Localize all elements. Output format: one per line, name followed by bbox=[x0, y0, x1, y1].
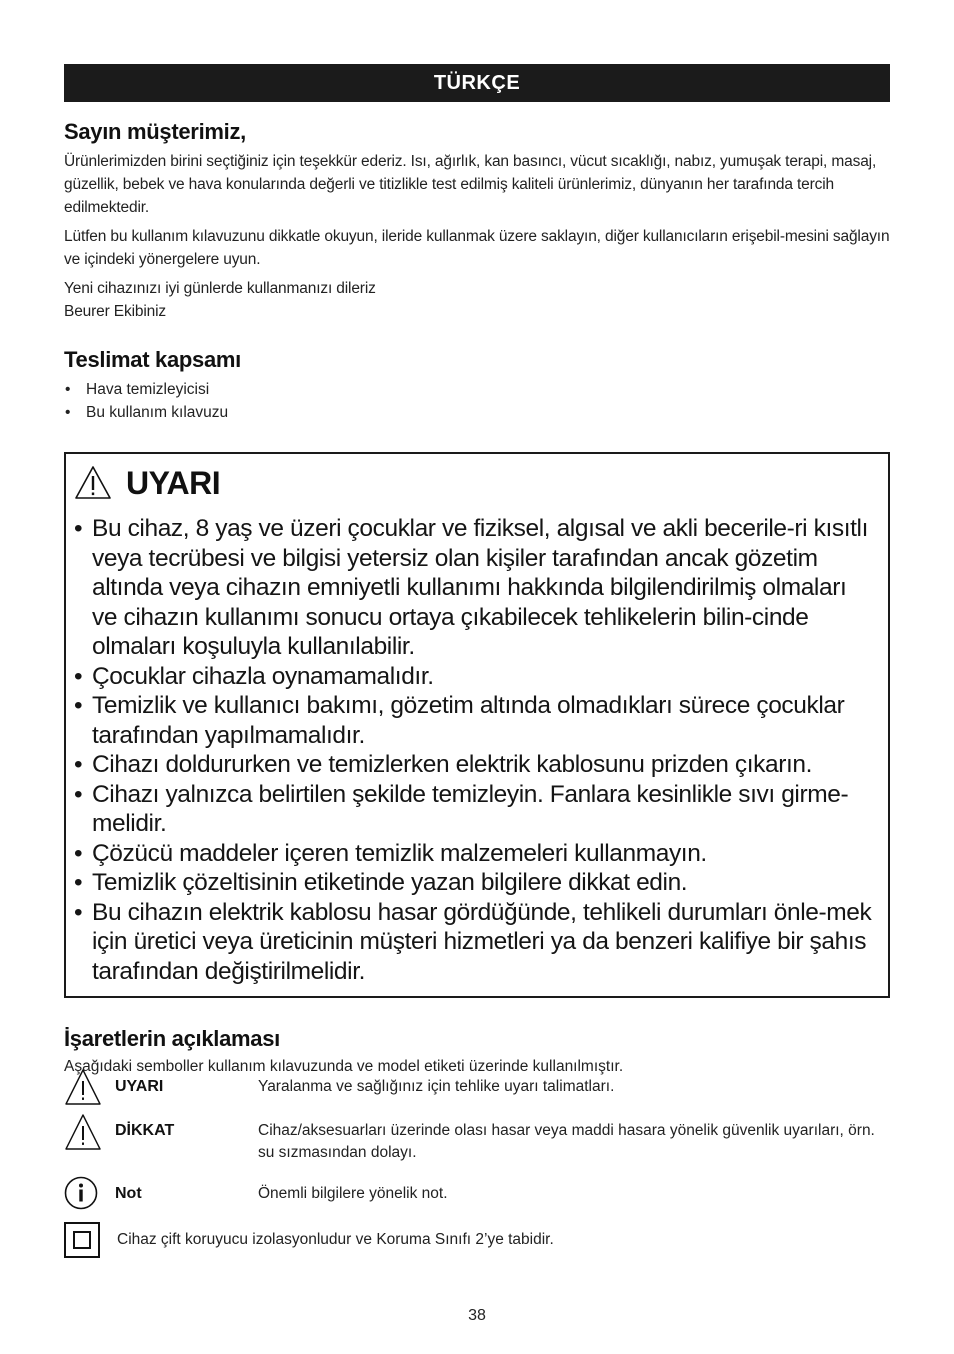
symbols-heading: İşaretlerin açıklaması bbox=[64, 1026, 280, 1051]
bullet-icon: • bbox=[65, 404, 71, 421]
list-item: • Bu cihaz, 8 yaş ve üzeri çocuklar ve fiziksel, algısal ve akli becerile-ri kısıtlı veya tecrübesi ve bilgisi yetersiz olan kişiler tarafından ancak gözetim altında veya cihazın emniyetli kullanımı hakkında bilgilendirilmiş olmaları ve cihazın kullanımı sonucu ortaya çıkabilecek tehlikelerin bilin-cinde olmaları koşuluyla kullanılabilir. bbox=[74, 515, 868, 660]
bullet-icon: • bbox=[65, 381, 71, 398]
warning-header bbox=[74, 462, 872, 504]
list-item: • Hava temizleyicisi bbox=[64, 378, 890, 401]
double-insulation-icon bbox=[64, 1222, 100, 1258]
list-item: • Cihazı doldururken ve temizlerken elektrik kablosunu prizden çıkarın. bbox=[74, 751, 813, 778]
list-item: • Çözücü maddeler içeren temizlik malzemeleri kullanmayın. bbox=[74, 839, 707, 867]
warning-triangle-icon bbox=[64, 1068, 102, 1106]
bullet-icon: • bbox=[74, 780, 83, 808]
list-item: • Cihazı yalnızca belirtilen şekilde temizleyin. Fanlara kesinlikle sıvı girme-melidir. bbox=[74, 780, 849, 837]
symbol-label: Not bbox=[115, 1185, 142, 1202]
bullet-icon: • bbox=[74, 751, 83, 778]
warning-triangle-icon bbox=[74, 465, 112, 501]
caution-triangle-icon bbox=[64, 1113, 102, 1151]
warning-box bbox=[64, 452, 890, 998]
symbol-label: DİKKAT bbox=[115, 1122, 175, 1139]
symbol-description: Cihaz/aksesuarları üzerinde olası hasar veya maddi hasara yönelik güvenlik uyarıları, örn. su sızmasından dolayı. bbox=[258, 1122, 875, 1161]
bullet-icon: • bbox=[74, 515, 83, 542]
delivery-scope-list bbox=[64, 378, 890, 424]
warning-title: UYARI bbox=[126, 464, 221, 501]
list-item: • Bu cihazın elektrik kablosu hasar gördüğünde, tehlikeli durumları önle-mek için üretici veya üreticinin müşteri hizmetleri ya da benzeri kalifiye bir şahıs tarafından değiştirilmelidir. bbox=[74, 898, 872, 985]
bullet-icon: • bbox=[74, 662, 83, 690]
intro-signature: Beurer Ekibiniz bbox=[64, 303, 166, 320]
bullet-icon: • bbox=[74, 869, 83, 896]
symbol-label: UYARI bbox=[115, 1078, 164, 1095]
manual-page bbox=[64, 64, 890, 1078]
page-number: 38 bbox=[468, 1307, 486, 1324]
info-icon bbox=[64, 1176, 98, 1210]
list-item: • Çocuklar cihazla oynamamalıdır. bbox=[74, 662, 434, 690]
list-item: • Bu kullanım kılavuzu bbox=[64, 401, 890, 424]
language-banner: TÜRKÇE bbox=[64, 64, 890, 102]
bullet-icon: • bbox=[74, 898, 83, 926]
intro-paragraph-1: Ürünlerimizden birini seçtiğiniz için teşekkür ederiz. Isı, ağırlık, kan basıncı, vücut sıcaklığı, nabız, yumuşak terapi, masaj, güzellik, bebek ve hava konularında değerli ve titizlikle test edilmiş kaliteli ürünlerimiz, dünyanın her tarafında tercih edilmektedir. bbox=[64, 153, 877, 216]
delivery-scope-heading: Teslimat kapsamı bbox=[64, 347, 241, 372]
intro-paragraph-2: Lütfen bu kullanım kılavuzunu dikkatle okuyun, ileride kullanmak üzere saklayın, diğer kullanıcıların erişebil-mesini sağlayın ve içindeki yönergelere uyun. bbox=[64, 228, 890, 268]
symbol-description: Önemli bilgilere yönelik not. bbox=[258, 1185, 448, 1202]
symbols-intro: Aşağıdaki semboller kullanım kılavuzunda ve model etiketi üzerinde kullanılmıştır. bbox=[64, 1058, 624, 1075]
symbol-description: Yaralanma ve sağlığınız için tehlike uyarı talimatları. bbox=[258, 1078, 615, 1095]
bullet-icon: • bbox=[74, 692, 83, 719]
symbol-description: Cihaz çift koruyucu izolasyonludur ve Koruma Sınıfı 2’ye tabidir. bbox=[117, 1231, 554, 1248]
list-item: • Temizlik ve kullanıcı bakımı, gözetim altında olmadıkları sürece çocuklar tarafından yapılmamalıdır. bbox=[74, 692, 845, 749]
warning-list bbox=[74, 514, 872, 986]
intro-closing-line: Yeni cihazınızı iyi günlerde kullanmanızı dileriz bbox=[64, 280, 376, 297]
list-item: • Temizlik çözeltisinin etiketinde yazan bilgilere dikkat edin. bbox=[74, 869, 688, 896]
bullet-icon: • bbox=[74, 839, 83, 867]
greeting-heading: Sayın müşterimiz, bbox=[64, 119, 246, 144]
